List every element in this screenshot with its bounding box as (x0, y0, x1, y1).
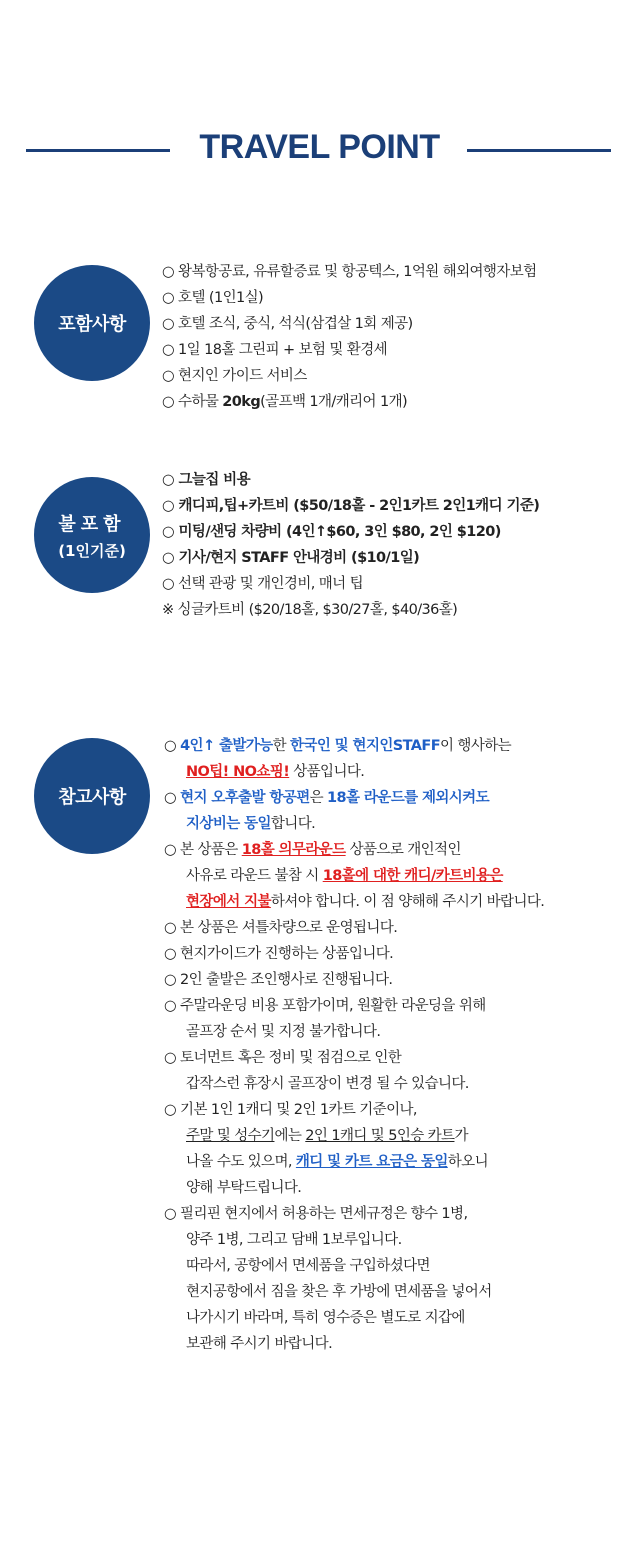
highlight-blue: 18홀 라운드를 제외시켜도 (327, 790, 489, 806)
highlight-blue: 한국인 및 현지인STAFF (290, 738, 441, 754)
note-line (164, 889, 544, 915)
list-item: ○ 캐디피,팁+카트비 ($50/18홀 - 2인1카트 2인1캐디 기준) (162, 498, 540, 514)
note-line: 갑작스런 휴장시 골프장이 변경 될 수 있습니다. (186, 1076, 469, 1092)
baggage-weight: 20kg (222, 394, 261, 410)
text-segment: 이 행사하는 (440, 738, 512, 754)
text-segment: ○ (164, 738, 181, 754)
text-segment: 하셔야 합니다. 이 점 양해해 주시기 바랍니다. (270, 894, 545, 910)
highlight-blue: 캐디 및 카트 요금은 동일 (295, 1154, 448, 1170)
note-line: 골프장 순서 및 지정 불가합니다. (186, 1024, 381, 1040)
notes-label: 참고사항 (58, 787, 126, 808)
excluded-list (162, 467, 539, 623)
note-line: 나가시기 바라며, 특히 영수증은 별도로 지갑에 (186, 1310, 465, 1326)
text-segment: ○ 수하물 (162, 394, 223, 410)
list-item: ※ 싱글카트비 ($20/18홀, $30/27홀, $40/36홀) (162, 602, 458, 618)
text-segment: 은 (309, 790, 328, 806)
note-line: ○ 주말라운딩 비용 포함가이며, 원활한 라운딩을 위해 (164, 998, 486, 1014)
note-line: ○ 필리핀 현지에서 허용하는 면세규정은 향수 1병, (164, 1206, 468, 1222)
note-line (164, 1149, 544, 1175)
text-segment: 나올 수도 있으며, (186, 1154, 296, 1170)
note-line: ○ 2인 출발은 조인행사로 진행됩니다. (164, 972, 393, 988)
highlight-blue: 4인↑ 출발가능 (180, 738, 273, 754)
notes-badge (34, 738, 150, 854)
note-line: 현지공항에서 짐을 찾은 후 가방에 면세품을 넣어서 (186, 1284, 492, 1300)
highlight-red: 18홀 의무라운드 (241, 842, 346, 858)
section-header (0, 126, 640, 174)
excluded-sublabel: (1인기준) (58, 541, 126, 560)
note-line: 양해 부탁드립니다. (186, 1180, 302, 1196)
note-line (164, 837, 544, 863)
note-line: 양주 1병, 그리고 담배 1보루입니다. (186, 1232, 402, 1248)
list-item: ○ 선택 관광 및 개인경비, 매너 팁 (162, 576, 363, 592)
text-segment: 에는 (274, 1128, 306, 1144)
list-item: ○ 호텔 조식, 중식, 석식(삼겹살 1회 제공) (162, 316, 413, 332)
underlined-text: 주말 및 성수기 (186, 1128, 275, 1144)
note-line: ○ 본 상품은 셔틀차량으로 운영됩니다. (164, 920, 398, 936)
header-divider-left (26, 149, 170, 152)
text-segment: 하오니 (447, 1154, 488, 1170)
note-line (164, 759, 544, 785)
note-line: 따라서, 공항에서 면세품을 구입하셨다면 (186, 1258, 430, 1274)
notes-list (164, 733, 544, 1357)
text-segment: 상품으로 개인적인 (345, 842, 461, 858)
list-item: ○ 왕복항공료, 유류할증료 및 항공텍스, 1억원 해외여행자보험 (162, 264, 537, 280)
text-segment: ○ (164, 790, 181, 806)
list-item: ○ 미팅/샌딩 차량비 (4인↑$60, 3인 $80, 2인 $120) (162, 524, 501, 540)
list-item: ○ 1일 18홀 그린피 + 보험 및 환경세 (162, 342, 388, 358)
included-badge (34, 265, 150, 381)
page-title: TRAVEL POINT (199, 128, 440, 166)
note-line (164, 1123, 544, 1149)
note-line (164, 733, 544, 759)
included-list (162, 259, 537, 415)
text-segment: ○ 본 상품은 (164, 842, 242, 858)
note-line (164, 811, 544, 837)
highlight-red: 18홀에 대한 캐디/카트비용은 (322, 868, 503, 884)
note-line (164, 863, 544, 889)
note-line: ○ 기본 1인 1캐디 및 2인 1카트 기준이나, (164, 1102, 417, 1118)
included-label: 포함사항 (58, 314, 126, 335)
list-item: ○ 현지인 가이드 서비스 (162, 368, 307, 384)
excluded-label: 불포함 (58, 513, 126, 535)
list-item (162, 389, 537, 415)
highlight-blue: 지상비는 동일 (186, 816, 271, 832)
highlight-red: NO팁! NO쇼핑! (186, 764, 290, 780)
list-item: ○ 호텔 (1인1실) (162, 290, 264, 306)
highlight-blue: 현지 오후출발 항공편 (180, 790, 310, 806)
text-segment: 상품입니다. (289, 764, 365, 780)
header-divider-right (467, 149, 611, 152)
text-segment: 가 (454, 1128, 468, 1144)
text-segment: 한 (272, 738, 291, 754)
text-segment: 사유로 라운드 불참 시 (186, 868, 323, 884)
excluded-badge (34, 477, 150, 593)
underlined-text: 2인 1캐디 및 5인승 카트 (305, 1128, 455, 1144)
list-item: ○ 기사/현지 STAFF 안내경비 ($10/1일) (162, 550, 420, 566)
highlight-red: 현장에서 지불 (186, 894, 271, 910)
note-line (164, 785, 544, 811)
note-line: ○ 토너먼트 혹은 정비 및 점검으로 인한 (164, 1050, 402, 1066)
text-segment: (골프백 1개/캐리어 1개) (260, 394, 408, 410)
note-line: ○ 현지가이드가 진행하는 상품입니다. (164, 946, 394, 962)
text-segment: 합니다. (270, 816, 316, 832)
list-item: ○ 그늘집 비용 (162, 472, 250, 488)
note-line: 보관해 주시기 바랍니다. (186, 1336, 333, 1352)
